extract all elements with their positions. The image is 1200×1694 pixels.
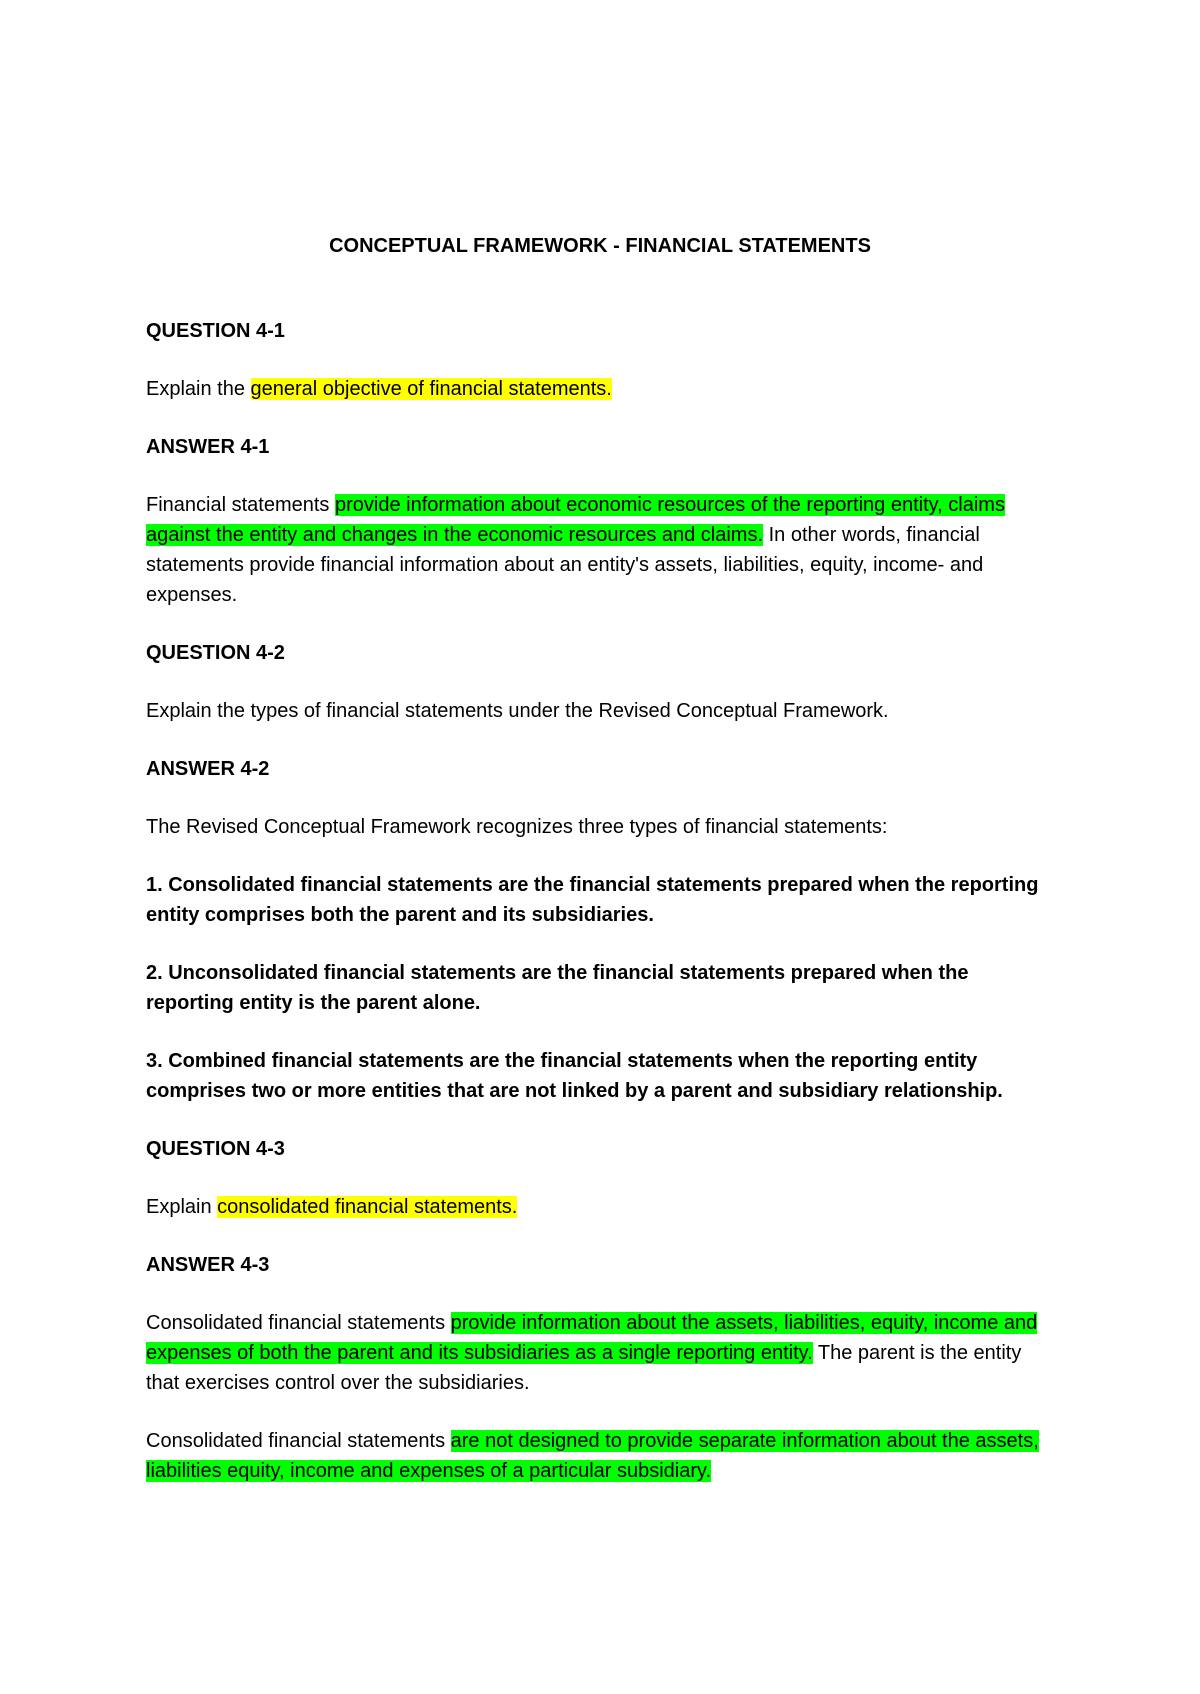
question-4-3-heading: QUESTION 4-3 [146,1138,285,1160]
answer-4-3-p2-plain: Consolidated financial statements [146,1430,451,1452]
question-4-2-text: Explain the types of financial statements under the Revised Conceptual Framework. [146,700,889,722]
question-4-3-text-plain: Explain [146,1196,218,1218]
answer-4-2-heading: ANSWER 4-2 [146,758,270,780]
answer-4-1-text [146,490,1060,610]
question-4-1-text-plain: Explain the [146,378,251,400]
answer-4-2-item-2: 2. Unconsolidated financial statements are the financial statements prepared when the reporting entity is the parent alone. [146,962,969,1014]
question-4-1-heading: QUESTION 4-1 [146,320,285,342]
answer-4-3-p1-highlight: provide information about the assets, liabilities, equity, income and expenses of both the parent and its subsidiaries as a single reporting entity. [146,1312,1038,1364]
answer-4-1-highlight: provide information about economic resources of the reporting entity, claims against the entity and changes in the economic resources and claims. [146,494,1005,546]
question-4-3-text [146,1192,1060,1222]
answer-4-3-paragraph-2 [146,1426,1060,1486]
question-4-3-highlight: consolidated financial statements. [217,1196,518,1218]
answer-4-3-p1-rest: The parent is the entity that exercises control over the subsidiaries. [146,1342,1022,1394]
answer-4-1-text-rest: In other words, financial statements provide financial information about an entity's assets, liabilities, equity, income- and expenses. [146,524,984,606]
answer-4-2-item-1: 1. Consolidated financial statements are the financial statements prepared when the reporting entity comprises both the parent and its subsidiaries. [146,874,1039,926]
answer-4-3-paragraph-1 [146,1308,1060,1398]
answer-4-3-heading: ANSWER 4-3 [146,1254,270,1276]
answer-4-1-heading: ANSWER 4-1 [146,436,270,458]
answer-4-3-p1-plain: Consolidated financial statements [146,1312,451,1334]
answer-4-2-item-3: 3. Combined financial statements are the financial statements when the reporting entity comprises two or more entities that are not linked by a parent and subsidiary relationship. [146,1050,1003,1102]
answer-4-2-intro: The Revised Conceptual Framework recognizes three types of financial statements: [146,816,888,838]
document-title: CONCEPTUAL FRAMEWORK - FINANCIAL STATEMENTS [329,235,871,257]
answer-4-1-text-plain: Financial statements [146,494,335,516]
answer-4-3-p2-highlight: are not designed to provide separate information about the assets, liabilities equity, income and expenses of a particular subsidiary. [146,1430,1039,1482]
question-4-1-highlight: general objective of financial statements. [250,378,612,400]
question-4-1-text [146,374,1060,404]
question-4-2-heading: QUESTION 4-2 [146,642,285,664]
